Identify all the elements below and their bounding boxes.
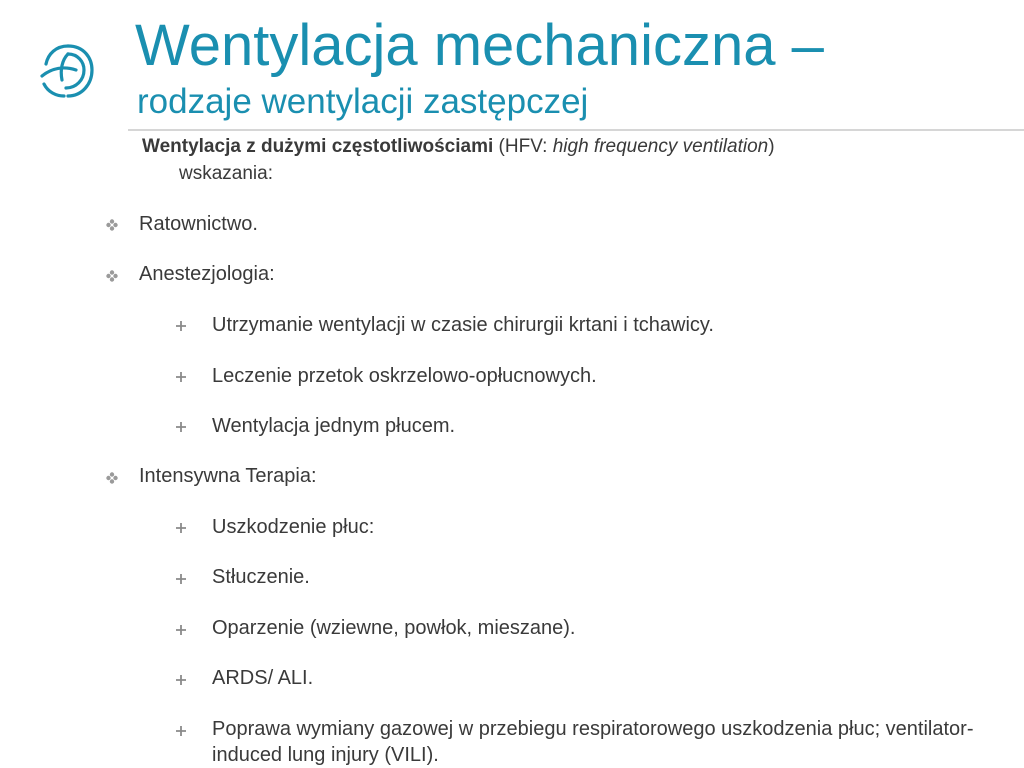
- sub-item: Utrzymanie wentylacji w czasie chirurgii krtani i tchawicy.: [212, 314, 714, 336]
- intro-paragraph: [142, 133, 1002, 187]
- intro-paren-open: (HFV:: [493, 136, 553, 157]
- sub-item: Stłuczenie.: [212, 566, 310, 588]
- list-item-intensywna-terapia: Intensywna Terapia:: [139, 465, 317, 487]
- swirl-logo-icon: [38, 40, 96, 102]
- diamond-bullet-icon: [106, 219, 118, 231]
- slide-subtitle: rodzaje wentylacji zastępczej: [137, 82, 589, 121]
- sub-item: Poprawa wymiany gazowej w przebiegu respiratorowego uszkodzenia płuc; ventilator-induced lung injury (VILI).: [212, 718, 974, 766]
- intro-italic-text: high frequency ventilation: [552, 136, 769, 157]
- plus-bullet-icon: [175, 320, 187, 332]
- intro-paren-close: ): [768, 136, 775, 157]
- plus-bullet-icon: [175, 371, 187, 383]
- sub-item: Wentylacja jednym płucem.: [212, 415, 456, 437]
- plus-bullet-icon: [175, 624, 187, 636]
- plus-bullet-icon: [175, 725, 187, 737]
- plus-bullet-icon: [175, 674, 187, 686]
- diamond-bullet-icon: [106, 472, 118, 484]
- plus-bullet-icon: [175, 421, 187, 433]
- sub-item: ARDS/ ALI.: [212, 667, 314, 689]
- list-item-anestezjologia: Anestezjologia:: [139, 263, 275, 285]
- intro-bold-text: Wentylacja z dużymi częstotliwościami: [142, 136, 494, 157]
- sub-item: Uszkodzenie płuc:: [212, 516, 375, 538]
- sub-item: Leczenie przetok oskrzelowo-opłucnowych.: [212, 365, 597, 387]
- diamond-bullet-icon: [106, 270, 118, 282]
- list-item-ratownictwo: Ratownictwo.: [139, 213, 258, 235]
- sub-item: Oparzenie (wziewne, powłok, mieszane).: [212, 617, 576, 639]
- slide-title: Wentylacja mechaniczna –: [135, 13, 824, 78]
- plus-bullet-icon: [175, 573, 187, 585]
- title-divider: [128, 129, 1024, 131]
- plus-bullet-icon: [175, 522, 187, 534]
- intro-line2: wskazania:: [179, 163, 273, 184]
